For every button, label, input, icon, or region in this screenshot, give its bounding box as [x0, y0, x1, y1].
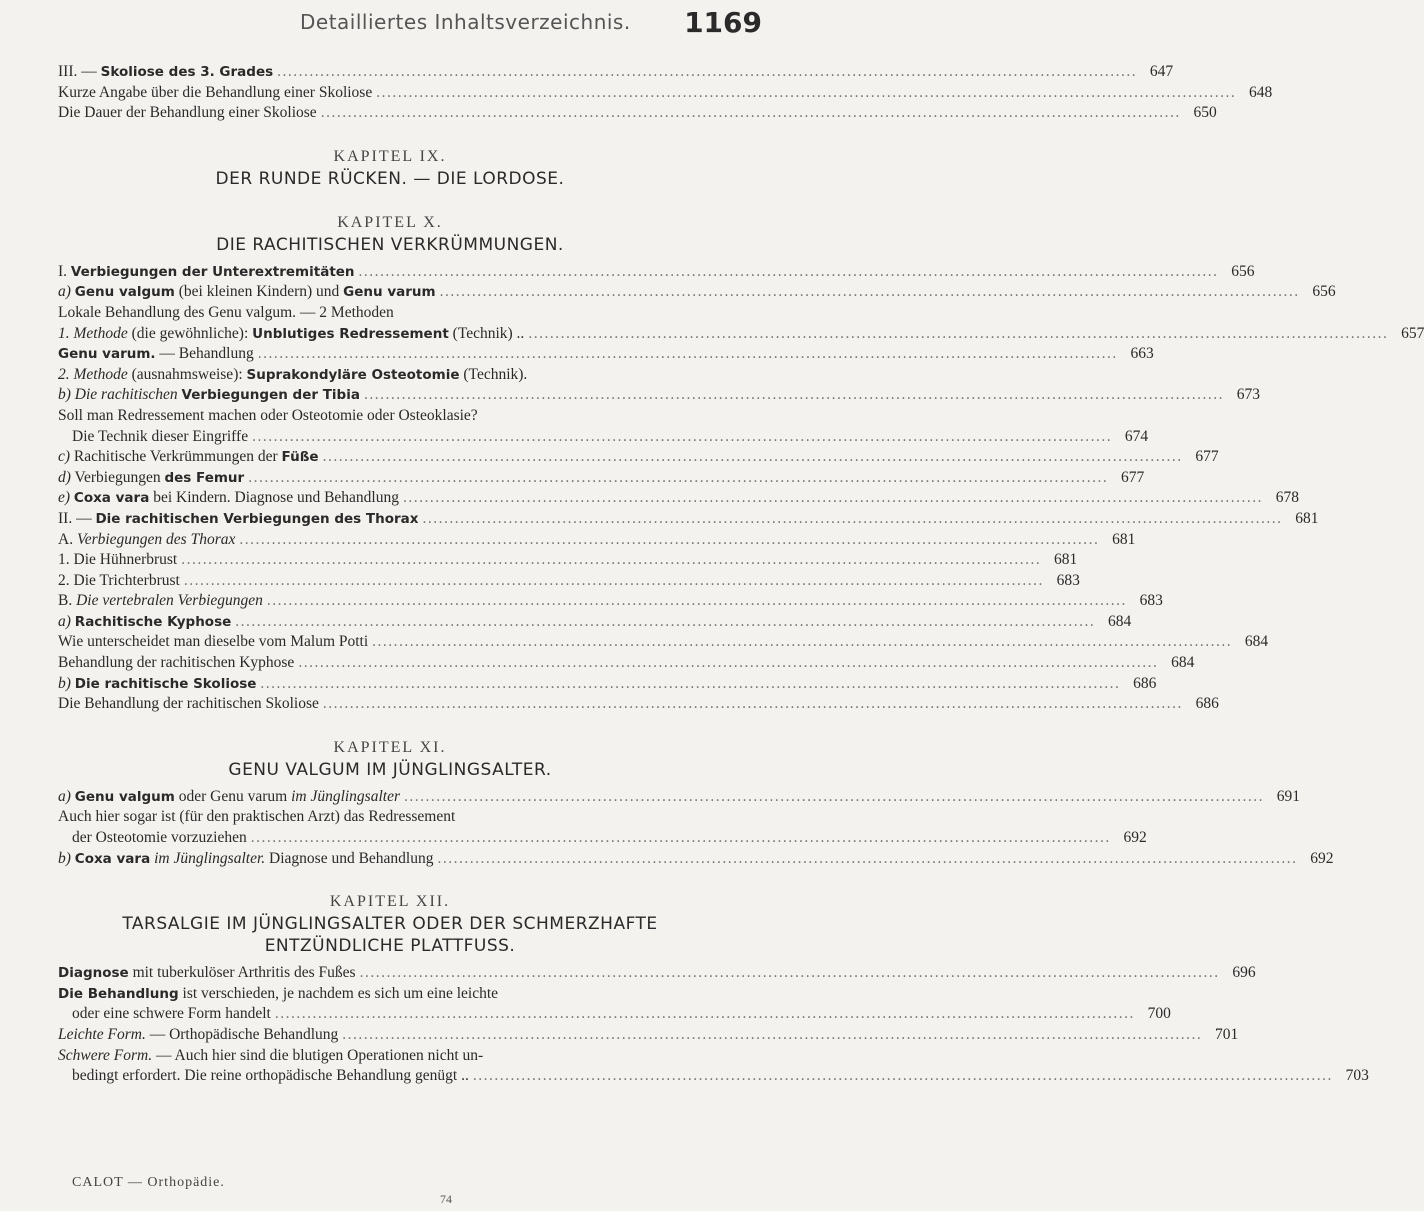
toc-entry-page: 703 [1345, 1067, 1369, 1085]
toc-entry-text: a) Genu valgum (bei kleinen Kindern) und Genu varum [58, 283, 436, 301]
toc-entry-text: 2. Methode (ausnahmsweise): Suprakondyläre Osteotomie (Technik). [58, 365, 528, 383]
toc-entry-page: 674 [1124, 427, 1149, 445]
toc-leader-dots [376, 83, 1236, 104]
toc-entry [58, 1066, 1369, 1087]
toc-entry-page: 678 [1275, 489, 1299, 507]
toc-entry-text: b) Coxa vara im Jünglingsalter. Diagnose und Behandlung [58, 849, 434, 867]
toc-entry [58, 447, 1219, 468]
toc-leader-dots [260, 674, 1120, 695]
toc-entry-page: 692 [1123, 829, 1147, 847]
toc-leader-dots [372, 632, 1232, 653]
toc-entry-text: Die Dauer der Behandlung einer Skoliose [58, 104, 317, 122]
toc-entry-text: Lokale Behandlung des Genu valgum. — 2 Methoden [58, 303, 394, 321]
toc-leader-dots [528, 324, 1388, 345]
chapter-9-title: DER RUNDE RÜCKEN. — DIE LORDOSE. [215, 168, 565, 189]
toc-section-chapter-11 [58, 787, 1334, 869]
toc-entry-page: 673 [1236, 386, 1260, 404]
toc-leader-dots [235, 612, 1095, 633]
toc-entry-text: d) Verbiegungen des Femur [58, 468, 245, 486]
toc-entry [58, 963, 1256, 984]
running-head [0, 8, 800, 48]
page-number: 1169 [684, 6, 762, 39]
toc-entry-text: Schwere Form. — Auch hier sind die blutigen Operationen nicht un- [58, 1046, 484, 1064]
toc-content [58, 62, 1424, 1087]
toc-entry-page: 647 [1149, 63, 1174, 80]
toc-entry-text: Die Behandlung der rachitischen Skoliose [58, 695, 319, 713]
toc-entry-text: c) Rachitische Verkrümmungen der Füße [58, 448, 319, 466]
toc-leader-dots [403, 488, 1263, 509]
toc-entry [58, 62, 1174, 83]
chapter-12-number: KAPITEL XII. [329, 893, 451, 911]
toc-entry [58, 674, 1157, 695]
toc-section-chapter-10 [58, 262, 1424, 715]
toc-entry-text: Genu varum. — Behandlung [58, 345, 254, 363]
toc-leader-dots [252, 427, 1112, 448]
toc-entry-page: 691 [1276, 787, 1300, 805]
toc-entry-text: II. — Die rachitischen Verbiegungen des Thorax [58, 509, 419, 527]
toc-leader-dots [248, 468, 1108, 489]
toc-entry-text: 1. Methode (die gewöhnliche): Unblutiges Redressement (Technik) .. [58, 324, 525, 342]
chapter-11-title: GENU VALGUM IM JÜNGLINGSALTER. [228, 759, 552, 780]
chapter-9-number: KAPITEL IX. [333, 147, 447, 165]
toc-leader-dots [239, 530, 1099, 551]
toc-entry-text: Behandlung der rachitischen Kyphose [58, 654, 295, 672]
toc-leader-dots [323, 694, 1183, 715]
toc-entry-page: 677 [1120, 468, 1145, 486]
toc-entry [58, 828, 1147, 849]
toc-entry [58, 1046, 722, 1067]
toc-entry-text: I. Verbiegungen der Unterextremitäten [58, 262, 355, 280]
toc-leader-dots [422, 509, 1282, 530]
toc-entry-page: 681 [1295, 509, 1319, 527]
toc-entry-page: 683 [1056, 571, 1080, 589]
toc-leader-dots [404, 787, 1264, 808]
toc-entry [58, 1004, 1171, 1025]
toc-leader-dots [275, 1004, 1135, 1025]
toc-section-chapter-12 [58, 963, 1369, 1087]
toc-entry-text: Auch hier sogar ist (für den praktischen Arzt) das Redressement [58, 808, 456, 826]
toc-entry [58, 488, 1299, 509]
toc-entry-text: A. Verbiegungen des Thorax [58, 530, 236, 548]
toc-entry-page: 696 [1232, 964, 1256, 982]
toc-entry-page: 686 [1195, 695, 1219, 713]
toc-entry-text: Wie unterscheidet man dieselbe vom Malum Potti [58, 633, 369, 651]
toc-entry [58, 282, 1336, 303]
toc-entry-text: bedingt erfordert. Die reine orthopädische Behandlung genügt .. [72, 1067, 469, 1085]
sheet-signature: 74 [440, 1192, 452, 1206]
toc-entry-text: Die Technik dieser Eingriffe [72, 427, 249, 445]
toc-entry [58, 550, 1078, 571]
toc-entry [58, 406, 722, 427]
toc-leader-dots [251, 828, 1111, 849]
toc-entry-text: a) Rachitische Kyphose [58, 612, 232, 630]
toc-leader-dots [181, 550, 1041, 571]
toc-entry [58, 571, 1080, 592]
toc-entry [58, 83, 1273, 104]
toc-leader-dots [359, 262, 1219, 283]
toc-leader-dots [277, 62, 1137, 83]
toc-entry [58, 849, 1334, 870]
toc-entry-page: 686 [1133, 674, 1157, 692]
toc-leader-dots [364, 385, 1224, 406]
toc-entry [58, 324, 1424, 345]
chapter-10-title: DIE RACHITISCHEN VERKRÜMMUNGEN. [216, 234, 564, 255]
toc-entry-text: Leichte Form. — Orthopädische Behandlung [58, 1026, 339, 1043]
toc-entry [58, 344, 1154, 365]
toc-entry [58, 427, 1149, 448]
toc-entry [58, 612, 1132, 633]
chapter-12-title-line-2: ENTZÜNDLICHE PLATTFUSS. [264, 936, 516, 957]
toc-leader-dots [440, 282, 1300, 303]
toc-leader-dots [342, 1025, 1202, 1046]
toc-entry-text: Kurze Angabe über die Behandlung einer Skoliose [58, 83, 373, 101]
toc-entry-text: 1. Die Hühnerbrust [58, 551, 178, 569]
toc-entry-page: 677 [1195, 448, 1219, 466]
toc-entry-page: 657 [1401, 324, 1424, 342]
toc-entry [58, 385, 1260, 406]
toc-leader-dots [321, 103, 1181, 124]
toc-entry [58, 303, 722, 324]
toc-entry [58, 807, 722, 828]
toc-entry-text: b) Die rachitischen Verbiegungen der Tibia [58, 386, 360, 404]
toc-entry [58, 694, 1219, 715]
toc-entry [58, 509, 1319, 530]
toc-entry-page: 700 [1147, 1005, 1171, 1023]
toc-entry-text: b) Die rachitische Skoliose [58, 674, 257, 692]
toc-entry-page: 650 [1193, 104, 1217, 122]
toc-entry-text: der Osteotomie vorzuziehen [72, 829, 247, 847]
chapter-12-title: TARSALGIE IM JÜNGLINGSALTER ODER DER SCHMERZHAFTE [122, 914, 658, 935]
toc-entry-page: 648 [1248, 83, 1273, 101]
toc-entry [58, 787, 1300, 808]
toc-entry-page: 656 [1312, 283, 1336, 301]
toc-entry [58, 468, 1145, 489]
toc-entry-page: 681 [1054, 551, 1078, 569]
toc-leader-dots [323, 447, 1183, 468]
toc-leader-dots [473, 1066, 1333, 1087]
running-title: Detailliertes Inhaltsverzeichnis. [300, 10, 631, 34]
toc-entry-text: III. — Skoliose des 3. Grades [58, 63, 274, 80]
toc-entry-page: 656 [1231, 262, 1255, 280]
toc-entry-page: 681 [1112, 530, 1136, 548]
toc-section-skoliose [58, 62, 1273, 124]
toc-leader-dots [267, 591, 1127, 612]
toc-entry [58, 365, 722, 386]
toc-entry-page: 684 [1244, 633, 1269, 651]
toc-entry [58, 984, 722, 1005]
toc-entry [58, 530, 1136, 551]
toc-entry-text: a) Genu valgum oder Genu varum im Jünglingsalter [58, 787, 400, 805]
toc-entry-page: 692 [1310, 849, 1334, 867]
toc-entry [58, 591, 1163, 612]
toc-entry-page: 683 [1139, 592, 1163, 610]
toc-entry-text: e) Coxa vara bei Kindern. Diagnose und Behandlung [58, 489, 399, 507]
toc-leader-dots [184, 571, 1044, 592]
toc-leader-dots [298, 653, 1158, 674]
toc-entry-text: Soll man Redressement machen oder Osteotomie oder Osteoklasie? [58, 406, 478, 424]
toc-entry [58, 1025, 1239, 1046]
toc-entry [58, 262, 1255, 283]
toc-entry [58, 103, 1217, 124]
toc-entry-text: 2. Die Trichterbrust [58, 571, 180, 589]
toc-leader-dots [258, 344, 1118, 365]
toc-leader-dots [437, 849, 1297, 870]
toc-entry [58, 632, 1269, 653]
chapter-10-number: KAPITEL X. [337, 213, 443, 231]
toc-leader-dots [360, 963, 1220, 984]
footer-signature-line: CALOT — Orthopädie. [72, 1175, 225, 1190]
toc-entry-text: B. Die vertebralen Verbiegungen [58, 592, 263, 610]
toc-entry-page: 663 [1130, 345, 1154, 363]
toc-entry-text: Die Behandlung ist verschieden, je nachdem es sich um eine leichte [58, 984, 499, 1002]
chapter-11-number: KAPITEL XI. [333, 738, 447, 756]
toc-entry [58, 653, 1195, 674]
toc-entry-text: oder eine schwere Form handelt [72, 1005, 271, 1023]
toc-entry-page: 684 [1108, 612, 1132, 630]
toc-entry-text: Diagnose mit tuberkulöser Arthritis des Fußes [58, 964, 356, 982]
toc-entry-page: 701 [1215, 1026, 1239, 1043]
toc-entry-page: 684 [1171, 654, 1195, 672]
